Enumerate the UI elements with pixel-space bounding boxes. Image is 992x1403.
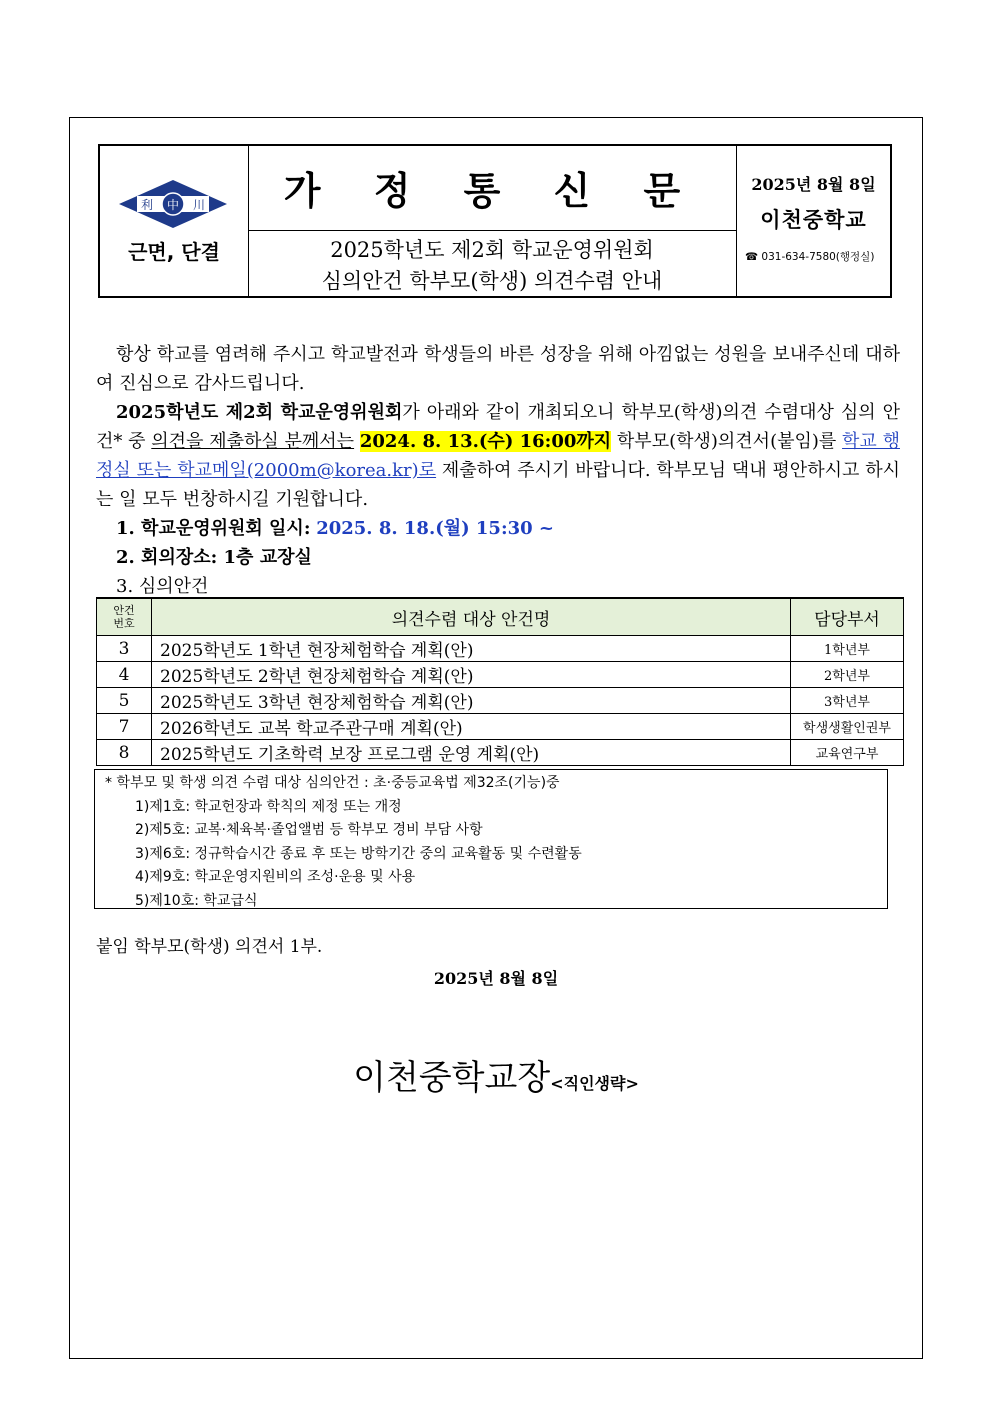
subtitle-line-2: 심의안건 학부모(학생) 의견수렴 안내 bbox=[321, 269, 663, 293]
school-motto: 근면, 단결 bbox=[128, 240, 220, 264]
agenda-department: 2학년부 bbox=[791, 662, 904, 688]
principal-title: 이천중학교장 bbox=[353, 1058, 551, 1098]
agenda-department: 1학년부 bbox=[791, 636, 904, 662]
logo-char-left: 利 bbox=[140, 198, 154, 212]
header-agenda-name: 의견수렴 대상 안건명 bbox=[152, 598, 791, 636]
table-row bbox=[97, 740, 904, 766]
agenda-number: 7 bbox=[97, 714, 152, 740]
agenda-department: 3학년부 bbox=[791, 688, 904, 714]
note-item: 1)제1호: 학교헌장과 학칙의 제정 또는 개정 bbox=[135, 798, 402, 815]
agenda-name: 2026학년도 교복 학교주관구매 계획(안) bbox=[152, 714, 791, 740]
header-left-cell bbox=[100, 146, 249, 296]
meeting-time-value: 2025. 8. 18.(월) 15:30 ~ bbox=[316, 518, 554, 539]
header-info-cell bbox=[737, 146, 890, 296]
logo-char-right: 川 bbox=[192, 198, 206, 212]
table-row bbox=[97, 714, 904, 740]
meeting-place-text: 2. 회의장소: 1층 교장실 bbox=[116, 547, 312, 568]
header-num-line1: 안건 bbox=[113, 604, 135, 617]
meeting-time-item bbox=[96, 514, 900, 543]
deadline-highlight: 2024. 8. 13.(수) 16:00까지 bbox=[359, 431, 612, 452]
principal-signature bbox=[0, 1050, 992, 1099]
note-item: 5)제10호: 학교급식 bbox=[135, 892, 258, 909]
note-title: * 학부모 및 학생 의견 수렴 대상 심의안건 : 초·중등교육법 제32조(기능)중 bbox=[105, 775, 560, 791]
agenda-department: 교육연구부 bbox=[791, 740, 904, 766]
agenda-number: 4 bbox=[97, 662, 152, 688]
greeting-paragraph: 항상 학교를 염려해 주시고 학교발전과 학생들의 바른 성장을 위해 아낌없는 성원을 보내주신데 대하여 진심으로 감사드립니다. bbox=[96, 344, 900, 394]
header-department: 담당부서 bbox=[791, 598, 904, 636]
attachment-line: 붙임 학부모(학생) 의견서 1부. bbox=[96, 937, 323, 957]
sign-date: 2025년 8월 8일 bbox=[433, 969, 559, 988]
header-agenda-number bbox=[97, 598, 152, 636]
agenda-heading: 3. 심의안건 bbox=[116, 576, 209, 597]
agenda-name: 2025학년도 3학년 현장체험학습 계획(안) bbox=[152, 688, 791, 714]
school-logo bbox=[117, 178, 229, 230]
school-name: 이천중학교 bbox=[760, 207, 867, 232]
seal-omitted-note: <직인생략> bbox=[550, 1074, 639, 1093]
phone-number: ☎ 031-634-7580(행정실) bbox=[745, 251, 875, 263]
agenda-table bbox=[96, 597, 904, 766]
header-num-line2: 번호 bbox=[113, 617, 135, 630]
notice-text-b: 학부모(학생)의견서(붙임)를 bbox=[616, 431, 837, 452]
agenda-header-row bbox=[97, 598, 904, 636]
agenda-name: 2025학년도 기초학력 보장 프로그램 운영 계획(안) bbox=[152, 740, 791, 766]
note-item: 3)제6호: 정규학습시간 종료 후 또는 방학기간 중의 교육활동 및 수련활동 bbox=[135, 845, 582, 862]
meeting-name: 2025학년도 제2회 학교운영위원회 bbox=[116, 402, 403, 423]
agenda-name: 2025학년도 1학년 현장체험학습 계획(안) bbox=[152, 636, 791, 662]
table-row bbox=[97, 636, 904, 662]
letter-body bbox=[96, 340, 900, 601]
subtitle-line-1: 2025학년도 제2회 학교운영위원회 bbox=[330, 238, 654, 262]
header-title-cell bbox=[248, 146, 737, 296]
logo-char-center: 中 bbox=[166, 198, 180, 212]
meeting-time-label: 1. 학교운영위원회 일시: bbox=[116, 518, 311, 539]
agenda-department: 학생생활인권부 bbox=[791, 714, 904, 740]
table-row bbox=[97, 688, 904, 714]
meeting-place-item bbox=[96, 543, 900, 572]
agenda-number: 8 bbox=[97, 740, 152, 766]
submission-link[interactable]: 학교 행정실 또는 학교메일(2000m@korea.kr)로 bbox=[96, 431, 900, 481]
notice-text-a: 가 아래와 같이 개최되오니 학부모(학생)의견 수렴대상 심의 안건* 중 bbox=[96, 402, 900, 452]
agenda-number: 5 bbox=[97, 688, 152, 714]
title-divider bbox=[248, 230, 736, 231]
agenda-number: 3 bbox=[97, 636, 152, 662]
legal-note-box bbox=[94, 769, 888, 909]
issue-date: 2025년 8월 8일 bbox=[751, 175, 876, 194]
notice-text-c: 제출하여 주시기 바랍니다. 학부모님 댁내 평안하시고 하시는 일 모두 번창하시길 기원합니다. bbox=[96, 460, 900, 510]
note-item: 2)제5호: 교복·체육복·졸업앨범 등 학부모 경비 부담 사항 bbox=[135, 822, 483, 838]
notice-paragraph bbox=[96, 398, 900, 514]
note-item: 4)제9호: 학교운영지원비의 조성·운용 및 사용 bbox=[135, 869, 416, 885]
table-row bbox=[97, 662, 904, 688]
newsletter-header bbox=[98, 144, 892, 298]
agenda-name: 2025학년도 2학년 현장체험학습 계획(안) bbox=[152, 662, 791, 688]
newsletter-title: 가 정 통 신 문 bbox=[283, 169, 701, 213]
notice-underline: 의견을 제출하실 분께서는 bbox=[151, 431, 355, 452]
